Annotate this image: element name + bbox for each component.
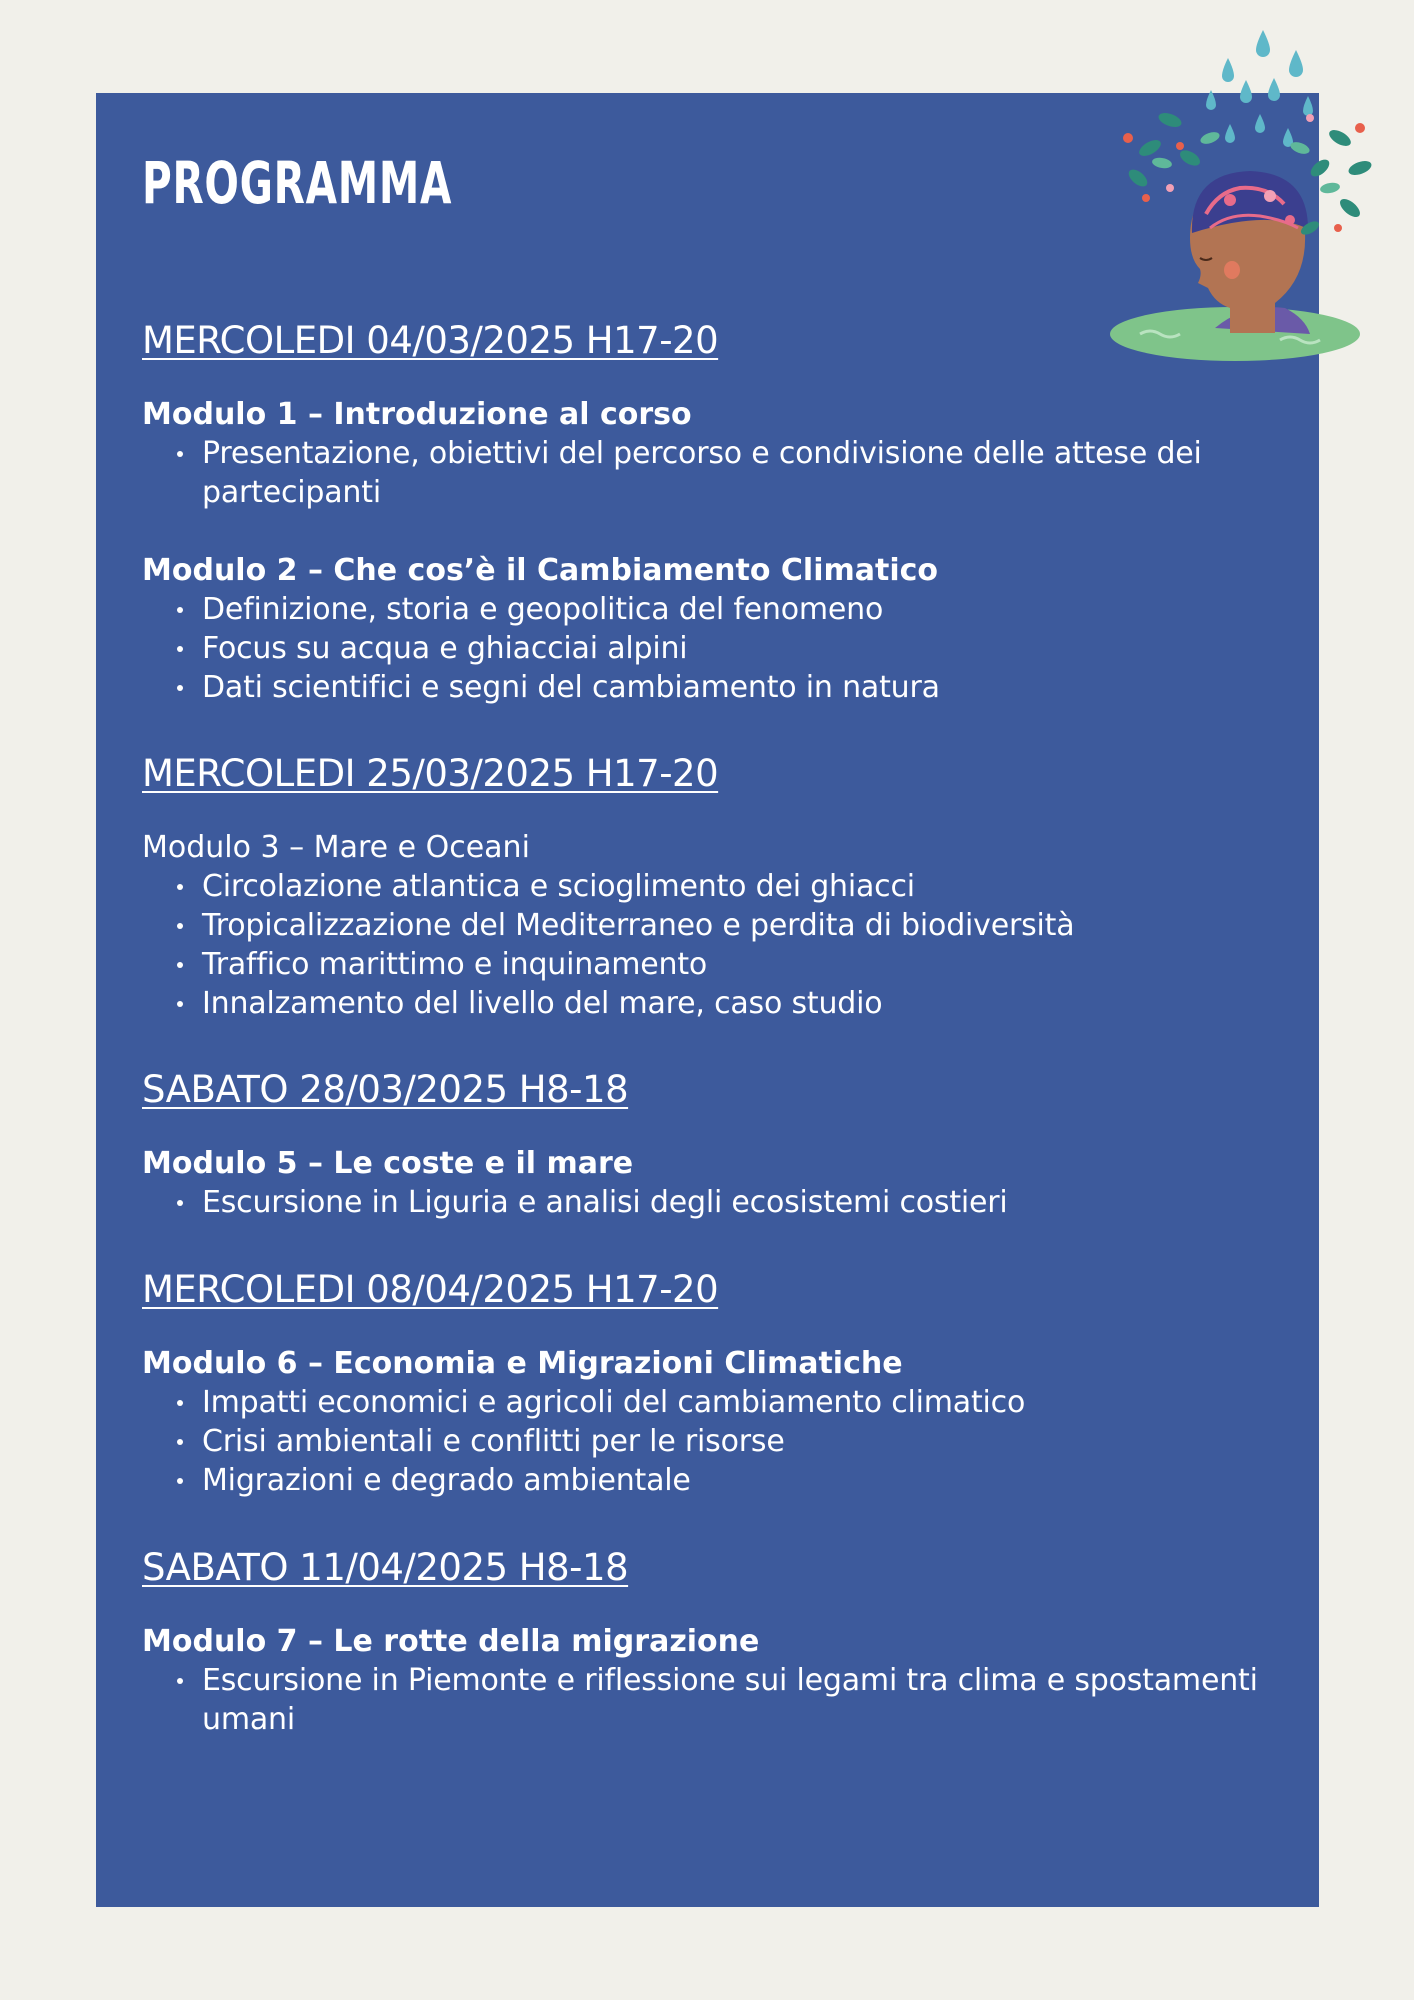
session-date: SABATO 28/03/2025 H8-18	[142, 1068, 629, 1111]
session-date: MERCOLEDI 04/03/2025 H17-20	[142, 319, 719, 362]
session-2025-04-08	[142, 1262, 1292, 1500]
list-item: Escursione in Piemonte e riflessione sui legami tra clima e spostamenti umani	[202, 1661, 1292, 1739]
list-item: Definizione, storia e geopolitica del fenomeno	[202, 590, 1292, 629]
module-6-items	[142, 1383, 1292, 1500]
list-item: Crisi ambientali e conflitti per le risorse	[202, 1422, 1292, 1461]
module-6-title: Modulo 6 – Economia e Migrazioni Climatiche	[142, 1346, 903, 1381]
page-title: PROGRAMMA	[142, 149, 453, 217]
session-date: MERCOLEDI 25/03/2025 H17-20	[142, 752, 719, 795]
list-item: Impatti economici e agricoli del cambiamento climatico	[202, 1383, 1292, 1422]
session-2025-03-04	[142, 313, 1292, 707]
module-7-items	[142, 1661, 1292, 1739]
list-item: Dati scientifici e segni del cambiamento in natura	[202, 668, 1292, 707]
session-2025-03-28	[142, 1062, 1292, 1222]
module-1-title: Modulo 1 – Introduzione al corso	[142, 397, 692, 432]
list-item: Circolazione atlantica e scioglimento dei ghiacci	[202, 867, 1292, 906]
list-item: Focus su acqua e ghiacciai alpini	[202, 629, 1292, 668]
list-item: Migrazioni e degrado ambientale	[202, 1461, 1292, 1500]
module-5-title: Modulo 5 – Le coste e il mare	[142, 1146, 634, 1181]
module-3-title: Modulo 3 – Mare e Oceani	[142, 830, 530, 865]
list-item: Tropicalizzazione del Mediterraneo e perdita di biodiversità	[202, 906, 1292, 945]
module-1-items	[142, 434, 1292, 512]
session-date: SABATO 11/04/2025 H8-18	[142, 1546, 629, 1589]
list-item: Innalzamento del livello del mare, caso studio	[202, 984, 1292, 1023]
session-2025-04-11	[142, 1540, 1292, 1739]
program-content	[142, 313, 1292, 1739]
list-item: Presentazione, obiettivi del percorso e condivisione delle attese dei partecipanti	[202, 434, 1292, 512]
module-3-items	[142, 867, 1292, 1023]
list-item: Traffico marittimo e inquinamento	[202, 945, 1292, 984]
session-date: MERCOLEDI 08/04/2025 H17-20	[142, 1268, 719, 1311]
module-5-items	[142, 1183, 1292, 1222]
module-7-title: Modulo 7 – Le rotte della migrazione	[142, 1624, 760, 1659]
list-item: Escursione in Liguria e analisi degli ecosistemi costieri	[202, 1183, 1292, 1222]
module-2-items	[142, 590, 1292, 707]
module-2-title: Modulo 2 – Che cos’è il Cambiamento Climatico	[142, 553, 938, 588]
session-2025-03-25	[142, 746, 1292, 1023]
